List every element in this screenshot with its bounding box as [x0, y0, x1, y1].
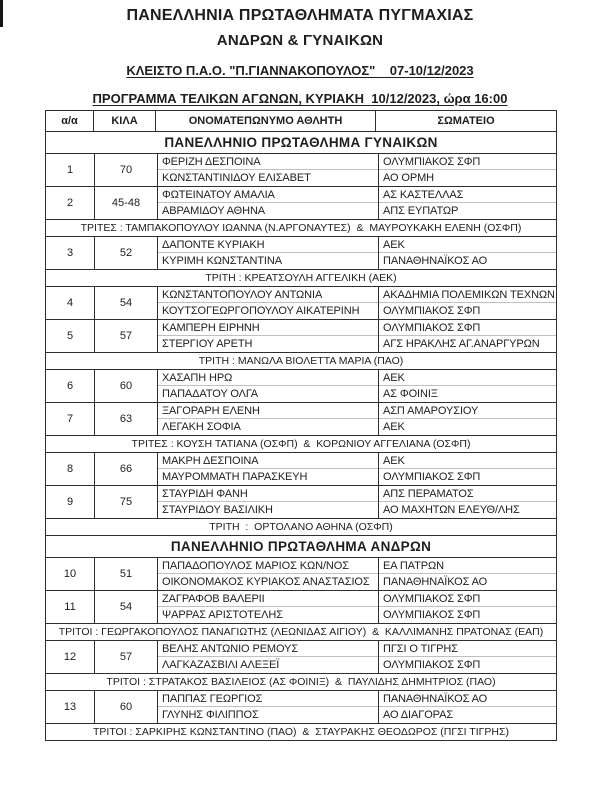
weight-class: 51: [95, 558, 158, 590]
club-name: ΟΛΥΜΠΙΑΚΟΣ ΣΦΠ: [383, 305, 481, 317]
weight-class: 60: [95, 370, 158, 402]
match-number: 2: [46, 187, 95, 219]
athlete-name: ΚΩΝΣΤΑΝΤΙΝΙΔΟΥ ΕΛΙΣΑΒΕΤ: [162, 172, 311, 184]
weight-class: 52: [95, 237, 158, 269]
match-row: [46, 402, 556, 435]
column-header-number: α/α: [46, 111, 94, 131]
third-place-note: ΤΡΙΤΗ : ΚΡΕΑΤΣΟΥΛΗ ΑΓΓΕΛΙΚΗ (ΑΕΚ): [46, 269, 556, 286]
club-name: ΠΑΝΑΘΗΝΑΪΚΟΣ ΑΟ: [383, 576, 488, 588]
athlete-name: ΚΑΜΠΕΡΗ ΕΙΡΗΝΗ: [158, 320, 378, 336]
club-name: ΑΚΑΔΗΜΙΑ ΠΟΛΕΜΙΚΩΝ ΤΕΧΝΩΝ: [379, 287, 556, 303]
club-name: ΟΛΥΜΠΙΑΚΟΣ ΣΦΠ: [383, 659, 481, 671]
weight-class: 45-48: [95, 187, 158, 219]
match-number: 7: [46, 403, 95, 435]
athlete-name: ΠΑΠΠΑΣ ΓΕΩΡΓΙΟΣ: [158, 691, 378, 707]
club-name: ΑΣΠ ΑΜΑΡΟΥΣΙΟΥ: [379, 403, 556, 419]
section-title: ΠΑΝΕΛΛΗΝΙΟ ΠΡΩΤΑΘΛΗΜΑ ΓΥΝΑΙΚΩΝ: [46, 131, 556, 153]
match-number: 6: [46, 370, 95, 402]
athlete-name: ΦΩΤΕΙΝΑΤΟΥ ΑΜΑΛΙΑ: [158, 187, 378, 203]
clubs-cell: [379, 641, 556, 673]
athlete-name: ΜΑΚΡΗ ΔΕΣΠΟΙΝΑ: [158, 453, 378, 469]
match-row: [46, 485, 556, 518]
match-row: [46, 590, 556, 623]
match-row: [46, 690, 556, 723]
match-number: 10: [46, 558, 95, 590]
club-name: ΑΓΣ ΗΡΑΚΛΗΣ ΑΓ.ΑΝΑΡΓΥΡΩΝ: [383, 338, 540, 350]
column-header-weight: ΚΙΛΑ: [94, 111, 156, 131]
club-name: ΑΕΚ: [379, 370, 556, 386]
venue-and-dates: ΚΛΕΙΣΤΟ Π.Α.Ο. "Π.ΓΙΑΝΝΑΚΟΠΟΥΛΟΣ" 07-10/12/2023: [126, 63, 474, 78]
table-body: [46, 131, 556, 740]
athlete-name: ΨΑΡΡΑΣ ΑΡΙΣΤΟΤΕΛΗΣ: [162, 609, 283, 621]
athlete-name: ΣΤΕΡΓΙΟΥ ΑΡΕΤΗ: [162, 338, 253, 350]
athletes-cell: [158, 691, 379, 723]
athlete-name: ΒΕΛΗΣ ΑΝΤΩΝΙΟ ΡΕΜΟΥΣ: [158, 641, 378, 657]
club-name: ΑΣ ΚΑΣΤΕΛΛΑΣ: [379, 187, 556, 203]
match-row: [46, 369, 556, 402]
athlete-name: ΑΒΡΑΜΙΔΟΥ ΑΘΗΝΑ: [162, 205, 266, 217]
clubs-cell: [379, 486, 556, 518]
third-place-note: ΤΡΙΤΕΣ : ΤΑΜΠΑΚΟΠΟΥΛΟΥ ΙΩΑΝΝΑ (Ν.ΑΡΓΟΝΑΥΤΕΣ) & ΜΑΥΡΟΥΚΑΚΗ ΕΛΕΝΗ (ΟΣΦΠ): [46, 219, 556, 236]
match-row: [46, 319, 556, 352]
club-name: ΑΟ ΔΙΑΓΟΡΑΣ: [383, 709, 454, 721]
document-title: ΠΑΝΕΛΛΗΝΙΑ ΠΡΩΤΑΘΛΗΜΑΤΑ ΠΥΓΜΑΧΙΑΣ: [126, 7, 474, 24]
athlete-name: ΓΛΥΝΗΣ ΦΙΛΙΠΠΟΣ: [162, 709, 259, 721]
athletes-cell: [158, 237, 379, 269]
athlete-name: ΟΙΚΟΝΟΜΑΚΟΣ ΚΥΡΙΑΚΟΣ ΑΝΑΣΤΑΣΙΟΣ: [162, 576, 370, 588]
match-number: 11: [46, 591, 95, 623]
third-place-note: ΤΡΙΤΗ : ΜΑΝΩΛΑ ΒΙΟΛΕΤΤΑ ΜΑΡΙΑ (ΠΑΟ): [46, 352, 556, 369]
athletes-cell: [158, 187, 379, 219]
athletes-cell: [158, 287, 379, 319]
match-row: [46, 452, 556, 485]
match-number: 9: [46, 486, 95, 518]
match-number: 1: [46, 154, 95, 186]
match-row: [46, 186, 556, 219]
club-name: ΑΕΚ: [379, 237, 556, 253]
document-header: [0, 0, 600, 106]
third-place-note: ΤΡΙΤΕΣ : ΚΟΥΣΗ ΤΑΤΙΑΝΑ (ΟΣΦΠ) & ΚΟΡΩΝΙΟΥ ΑΓΓΕΛΙΑΝΑ (ΟΣΦΠ): [46, 435, 556, 452]
club-name: ΑΟ ΜΑΧΗΤΩΝ ΕΛΕΥΘ/ΛΗΣ: [383, 504, 520, 516]
section-title: ΠΑΝΕΛΛΗΝΙΟ ΠΡΩΤΑΘΛΗΜΑ ΑΝΔΡΩΝ: [46, 535, 556, 557]
athletes-cell: [158, 641, 379, 673]
athletes-cell: [158, 403, 379, 435]
clubs-cell: [379, 154, 556, 186]
match-number: 3: [46, 237, 95, 269]
clubs-cell: [379, 591, 556, 623]
match-number: 13: [46, 691, 95, 723]
table-header-row: [46, 111, 556, 131]
clubs-cell: [379, 287, 556, 319]
weight-class: 66: [95, 453, 158, 485]
clubs-cell: [379, 320, 556, 352]
club-name: ΠΓΣΙ Ο ΤΙΓΡΗΣ: [379, 641, 556, 657]
athlete-name: ΣΤΑΥΡΙΔΗ ΦΑΝΗ: [158, 486, 378, 502]
third-place-note: ΤΡΙΤΟΙ : ΣΑΡΚΙΡΗΣ ΚΩΝΣΤΑΝΤΙΝΟ (ΠΑΟ) & ΣΤΑΥΡΑΚΗΣ ΘΕΟΔΩΡΟΣ (ΠΓΣΙ ΤΙΓΡΗΣ): [46, 723, 556, 740]
club-name: ΑΕΚ: [383, 421, 405, 433]
match-row: [46, 153, 556, 186]
club-name: ΑΠΣ ΠΕΡΑΜΑΤΟΣ: [379, 486, 556, 502]
match-number: 12: [46, 641, 95, 673]
club-name: ΑΣ ΦΟΙΝΙΞ: [383, 388, 438, 400]
athletes-cell: [158, 154, 379, 186]
athlete-name: ΜΑΥΡΟΜΜΑΤΗ ΠΑΡΑΣΚΕΥΗ: [162, 471, 308, 483]
weight-class: 57: [95, 641, 158, 673]
athlete-name: ΠΑΠΑΔΟΠΟΥΛΟΣ ΜΑΡΙΟΣ ΚΩΝ/ΝΟΣ: [158, 558, 378, 574]
document-subtitle: ΑΝΔΡΩΝ & ΓΥΝΑΙΚΩΝ: [216, 32, 384, 49]
match-number: 4: [46, 287, 95, 319]
match-number: 5: [46, 320, 95, 352]
clubs-cell: [379, 558, 556, 590]
athletes-cell: [158, 320, 379, 352]
athlete-name: ΚΟΥΤΣΟΓΕΩΡΓΟΠΟΥΛΟΥ ΑΙΚΑΤΕΡΙΝΗ: [162, 305, 360, 317]
athlete-name: ΔΑΠΟΝΤΕ ΚΥΡΙΑΚΗ: [158, 237, 378, 253]
athlete-name: ΚΩΝΣΤΑΝΤΟΠΟΥΛΟΥ ΑΝΤΩΝΙΑ: [158, 287, 378, 303]
clubs-cell: [379, 691, 556, 723]
weight-class: 54: [95, 287, 158, 319]
athlete-name: ΦΕΡΙΖΗ ΔΕΣΠΟΙΝΑ: [158, 154, 378, 170]
match-row: [46, 286, 556, 319]
scan-edge-artifact: [0, 0, 3, 27]
program-line: ΠΡΟΓΡΑΜΜΑ ΤΕΛΙΚΩΝ ΑΓΩΝΩΝ, ΚΥΡΙΑΚΗ 10/12/2023, ώρα 16:00: [92, 91, 508, 106]
match-row: [46, 557, 556, 590]
athlete-name: ΠΑΠΑΔΑΤΟΥ ΟΛΓΑ: [162, 388, 259, 400]
athletes-cell: [158, 486, 379, 518]
third-place-note: ΤΡΙΤΗ : ΟΡΤΟΛΑΝΟ ΑΘΗΝΑ (ΟΣΦΠ): [46, 518, 556, 535]
club-name: ΠΑΝΑΘΗΝΑΪΚΟΣ ΑΟ: [383, 255, 488, 267]
weight-class: 57: [95, 320, 158, 352]
athletes-cell: [158, 453, 379, 485]
club-name: ΑΟ ΟΡΜΗ: [383, 172, 435, 184]
club-name: ΕΑ ΠΑΤΡΩΝ: [379, 558, 556, 574]
athlete-name: ΧΑΣΑΠΗ ΗΡΩ: [158, 370, 378, 386]
weight-class: 70: [95, 154, 158, 186]
column-header-athlete: ΟΝΟΜΑΤΕΠΩΝΥΜΟ ΑΘΛΗΤΗ: [156, 111, 376, 131]
weight-class: 60: [95, 691, 158, 723]
athletes-cell: [158, 558, 379, 590]
third-place-note: ΤΡΙΤΟΙ : ΓΕΩΡΓΑΚΟΠΟΥΛΟΣ ΠΑΝΑΓΙΩΤΗΣ (ΛΕΩΝΙΔΑΣ ΑΙΓΙΟΥ) & ΚΑΛΛΙΜΑΝΗΣ ΠΡΑΤΟΝΑΣ (ΕΑΠ): [46, 623, 556, 640]
clubs-cell: [379, 370, 556, 402]
club-name: ΠΑΝΑΘΗΝΑΪΚΟΣ ΑΟ: [379, 691, 556, 707]
third-place-note: ΤΡΙΤΟΙ : ΣΤΡΑΤΑΚΟΣ ΒΑΣΙΛΕΙΟΣ (ΑΣ ΦΟΙΝΙΞ) & ΠΑΥΛΙΔΗΣ ΔΗΜΗΤΡΙΟΣ (ΠΑΟ): [46, 673, 556, 690]
schedule-table: [45, 110, 557, 741]
weight-class: 63: [95, 403, 158, 435]
athlete-name: ΞΑΓΟΡΑΡΗ ΕΛΕΝΗ: [158, 403, 378, 419]
athlete-name: ΖΑΓΡΑΦΟΒ ΒΑΛΕΡΙΙ: [158, 591, 378, 607]
athlete-name: ΛΑΓΚΑΖΑΣΒΙΛΙ ΑΛΕΞΕΪ: [162, 659, 280, 671]
clubs-cell: [379, 453, 556, 485]
club-name: ΟΛΥΜΠΙΑΚΟΣ ΣΦΠ: [383, 471, 481, 483]
weight-class: 75: [95, 486, 158, 518]
clubs-cell: [379, 187, 556, 219]
club-name: ΟΛΥΜΠΙΑΚΟΣ ΣΦΠ: [383, 609, 481, 621]
weight-class: 54: [95, 591, 158, 623]
athletes-cell: [158, 370, 379, 402]
club-name: ΟΛΥΜΠΙΑΚΟΣ ΣΦΠ: [379, 320, 556, 336]
athletes-cell: [158, 591, 379, 623]
clubs-cell: [379, 237, 556, 269]
match-row: [46, 236, 556, 269]
column-header-club: ΣΩΜΑΤΕΙΟ: [437, 115, 495, 127]
match-row: [46, 640, 556, 673]
club-name: ΑΠΣ ΕΥΠΑΤΩΡ: [383, 205, 459, 217]
club-name: ΟΛΥΜΠΙΑΚΟΣ ΣΦΠ: [379, 591, 556, 607]
athlete-name: ΚΥΡΙΜΗ ΚΩΝΣΤΑΝΤΙΝΑ: [162, 255, 282, 267]
clubs-cell: [379, 403, 556, 435]
match-number: 8: [46, 453, 95, 485]
athlete-name: ΣΤΑΥΡΙΔΟΥ ΒΑΣΙΛΙΚΗ: [162, 504, 273, 516]
athlete-name: ΛΕΓΑΚΗ ΣΟΦΙΑ: [162, 421, 241, 433]
club-name: ΑΕΚ: [379, 453, 556, 469]
club-name: ΟΛΥΜΠΙΑΚΟΣ ΣΦΠ: [379, 154, 556, 170]
